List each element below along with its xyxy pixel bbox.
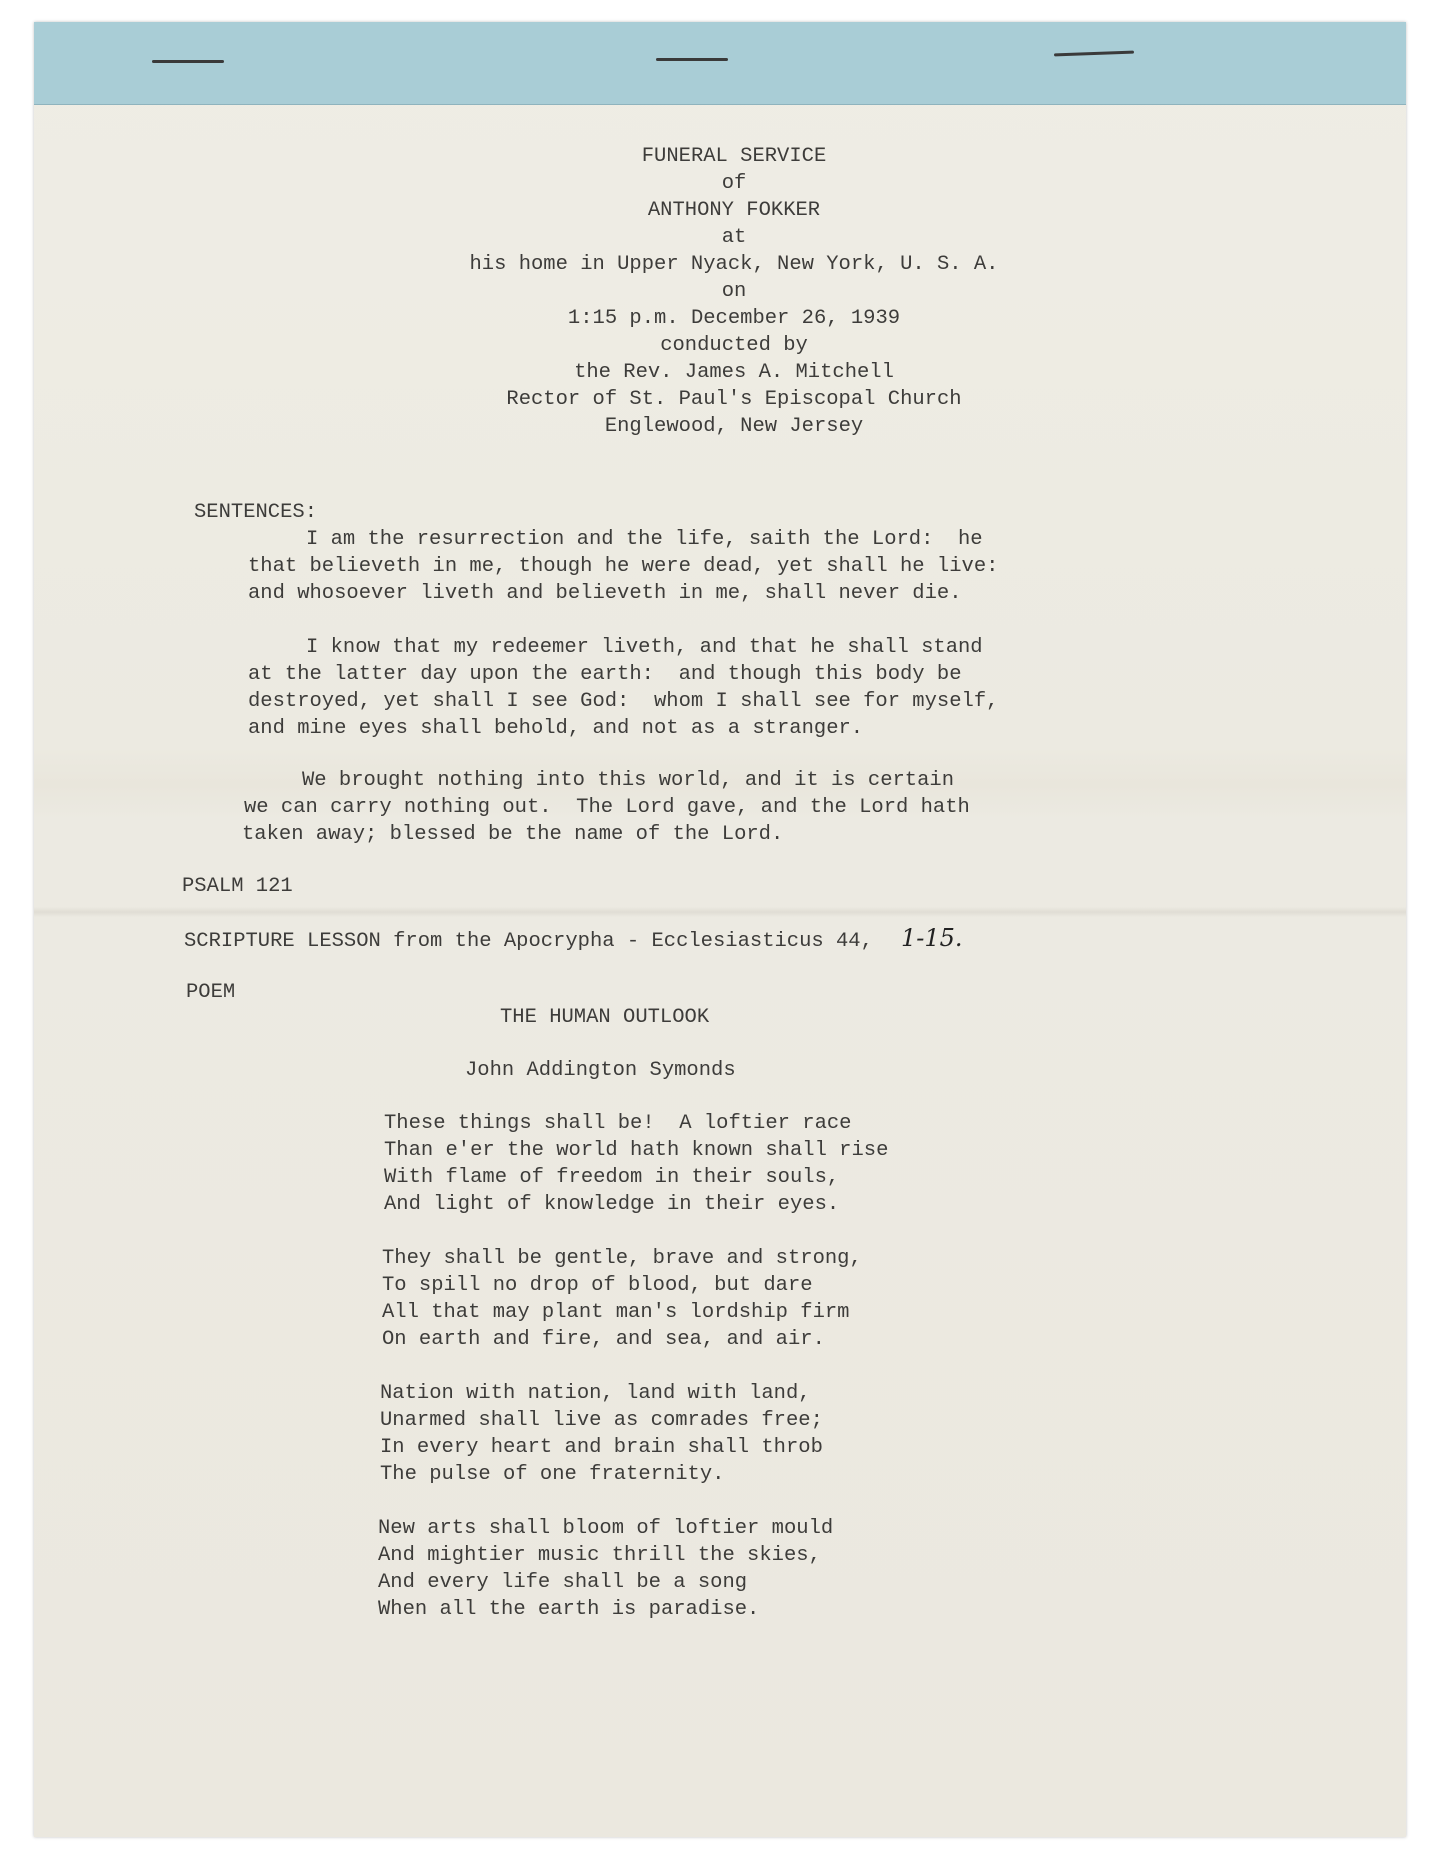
poem-line: Nation with nation, land with land, bbox=[380, 1382, 811, 1405]
sentence-line: and whosoever liveth and believeth in me, shall never die. bbox=[248, 582, 962, 605]
poem-line: Unarmed shall live as comrades free; bbox=[380, 1409, 823, 1432]
document-page bbox=[34, 22, 1406, 1837]
scripture-lesson: SCRIPTURE LESSON from the Apocrypha - Ecclesiasticus 44, bbox=[184, 930, 873, 953]
poem-line: When all the earth is paradise. bbox=[378, 1598, 760, 1621]
staple-center bbox=[656, 58, 728, 61]
poem-label: POEM bbox=[186, 981, 236, 1004]
poem-line: And light of knowledge in their eyes. bbox=[384, 1193, 840, 1216]
handwritten-verses: 1-15. bbox=[901, 924, 963, 952]
service-title: FUNERAL SERVICE bbox=[641, 145, 827, 168]
sentence-line: and mine eyes shall behold, and not as a stranger. bbox=[248, 717, 864, 740]
poem-line: They shall be gentle, brave and strong, bbox=[382, 1247, 862, 1270]
poem-line: New arts shall bloom of loftier mould bbox=[378, 1517, 834, 1540]
poem-author: John Addington Symonds bbox=[465, 1059, 736, 1082]
poem-line: On earth and fire, and sea, and air. bbox=[382, 1328, 825, 1351]
sentence-line: at the latter day upon the earth: and though this body be bbox=[248, 663, 962, 686]
header-of: of bbox=[721, 172, 747, 195]
header-conducted-by: conducted by bbox=[660, 334, 808, 357]
poem-line: All that may plant man's lordship firm bbox=[382, 1301, 850, 1324]
sentence-line: I know that my redeemer liveth, and that he shall stand bbox=[306, 636, 983, 659]
sentence-line: taken away; blessed be the name of the Lord. bbox=[242, 823, 784, 846]
service-place: his home in Upper Nyack, New York, U. S. A. bbox=[469, 253, 999, 276]
officiant-location: Englewood, New Jersey bbox=[604, 415, 864, 438]
sentence-line: We brought nothing into this world, and it is certain bbox=[302, 769, 955, 792]
sentence-line: that believeth in me, though he were dead, yet shall he live: bbox=[248, 555, 999, 578]
service-datetime: 1:15 p.m. December 26, 1939 bbox=[567, 307, 901, 330]
poem-line: With flame of freedom in their souls, bbox=[384, 1166, 840, 1189]
sentences-heading: SENTENCES: bbox=[194, 501, 318, 524]
psalm-heading: PSALM 121 bbox=[182, 875, 293, 898]
poem-line: And every life shall be a song bbox=[378, 1571, 748, 1594]
staple-left bbox=[152, 60, 224, 63]
officiant-role: Rector of St. Paul's Episcopal Church bbox=[506, 388, 962, 411]
poem-line: Than e'er the world hath known shall rise bbox=[384, 1139, 889, 1162]
sentence-line: we can carry nothing out. The Lord gave, and the Lord hath bbox=[244, 796, 970, 819]
header-at: at bbox=[721, 226, 747, 249]
header-on: on bbox=[721, 280, 747, 303]
officiant-name: the Rev. James A. Mitchell bbox=[574, 361, 894, 384]
poem-line: These things shall be! A loftier race bbox=[384, 1112, 852, 1135]
poem-line: In every heart and brain shall throb bbox=[380, 1436, 823, 1459]
paper-fold bbox=[34, 907, 1406, 917]
deceased-name: ANTHONY FOKKER bbox=[647, 199, 821, 222]
sentence-line: I am the resurrection and the life, saith the Lord: he bbox=[306, 528, 983, 551]
poem-line: To spill no drop of blood, but dare bbox=[382, 1274, 813, 1297]
poem-line: And mightier music thrill the skies, bbox=[378, 1544, 821, 1567]
poem-title: THE HUMAN OUTLOOK bbox=[500, 1006, 710, 1029]
poem-line: The pulse of one fraternity. bbox=[380, 1463, 725, 1486]
blue-cover-strip bbox=[34, 22, 1406, 105]
sentence-line: destroyed, yet shall I see God: whom I shall see for myself, bbox=[248, 690, 999, 713]
